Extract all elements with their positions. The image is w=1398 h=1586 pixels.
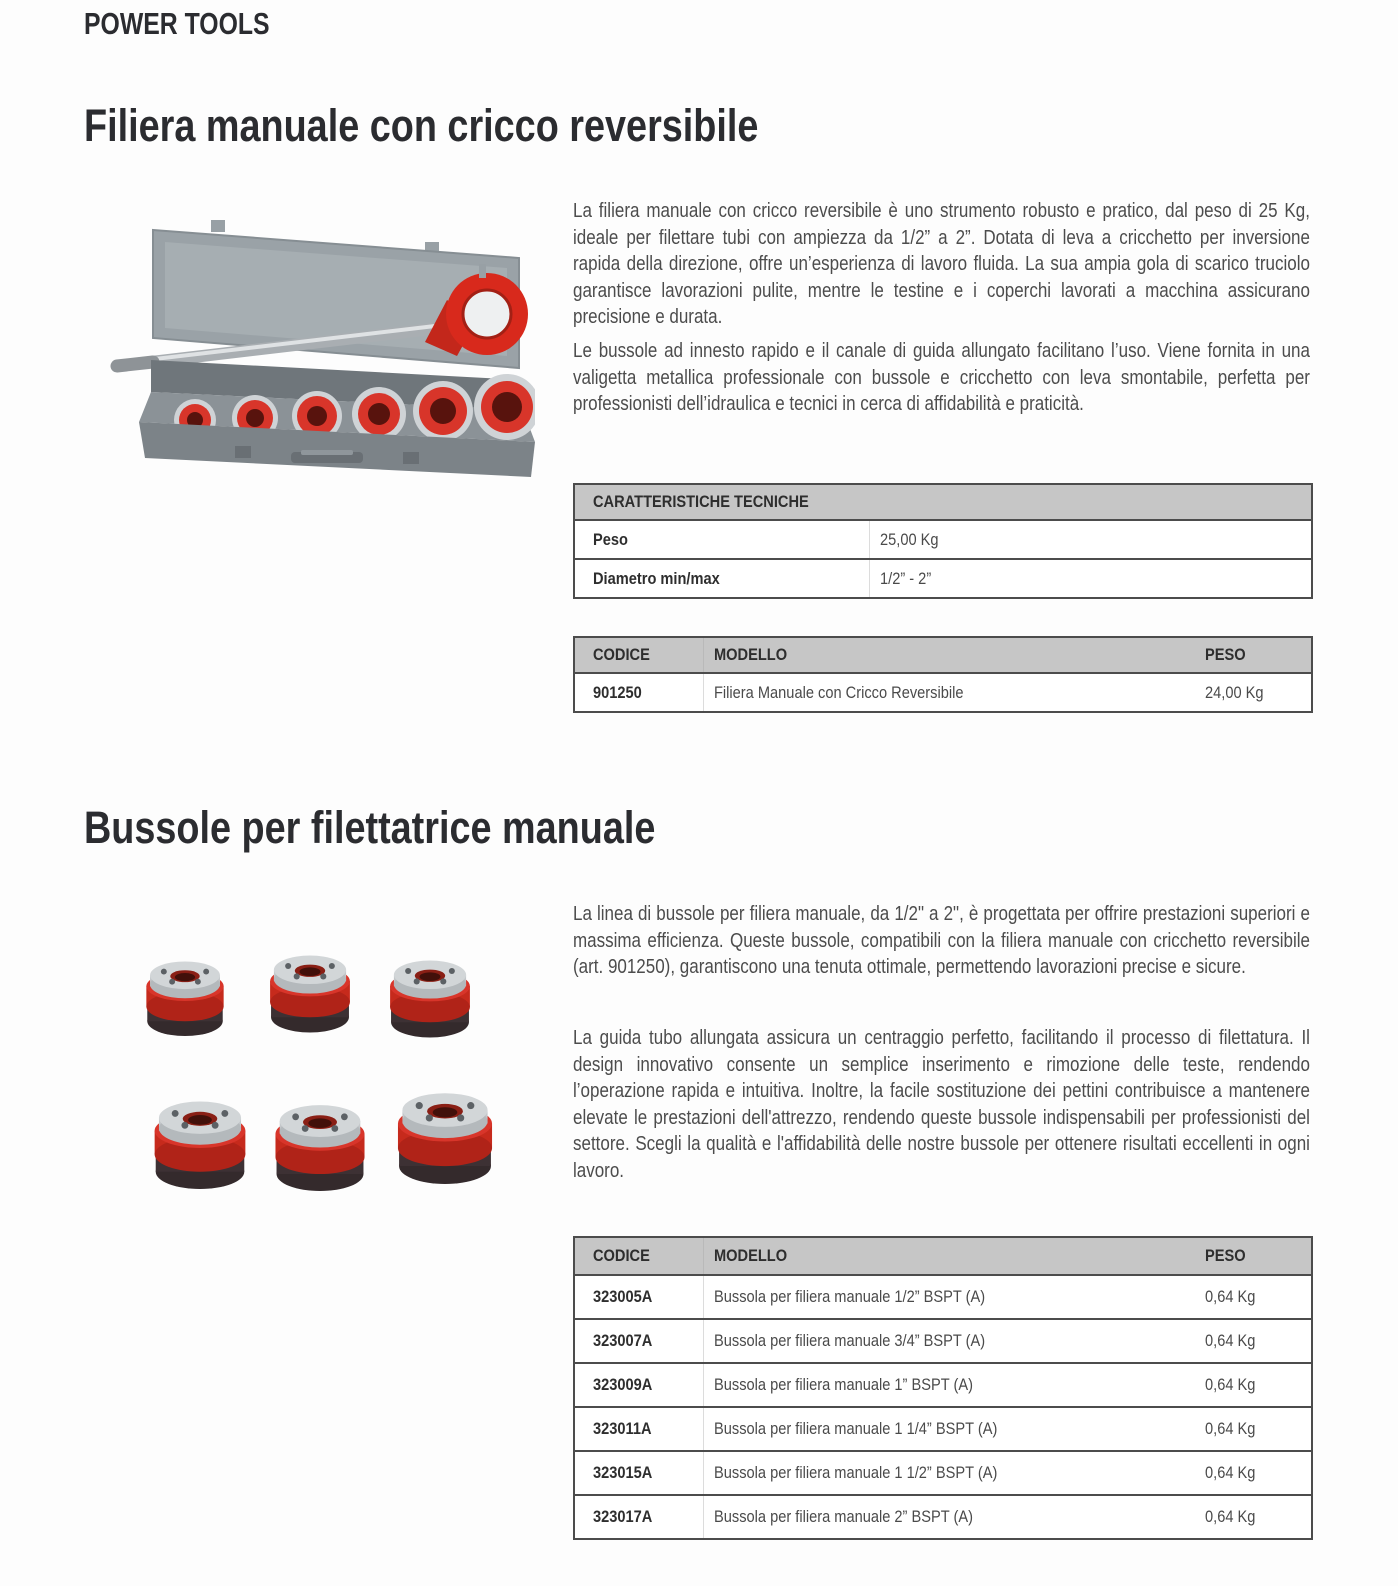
eyebrow-label: POWER TOOLS [84,6,270,41]
products-table-header-row [575,638,1311,672]
product-model: Bussola per filiera manuale 1” BSPT (A) [714,1375,973,1394]
section2-title-text: Bussole per filettatrice manuale [84,802,656,853]
cell-codice [575,674,704,711]
product-code: 323015A [593,1463,653,1482]
col-header-modello [704,1238,1199,1274]
col-header-peso [1199,1238,1311,1274]
table-row [575,1274,1311,1318]
paragraph-text: La guida tubo allungata assicura un centraggio perfetto, facilitando il processo di filettatura. Il design innovativo consente un semplice inserimento e rimozione delle teste, rendendo l’operazione rapida e intuitiva. Inoltre, la facile sostituzione dei pettini contribuisce a mantenere elevate le prestazioni dell'attrezzo, rendendo queste bussole indispensabili per professionisti del settore. Scegli la qualità e l'affidabilità delle nostre bussole per ottenere risultati eccellenti in ogni lavoro. [573,1027,1310,1182]
section1-paragraph-2 [573,338,1310,418]
col-header-codice [575,1238,704,1274]
products-table-section1 [573,636,1313,713]
section1-title [84,100,887,152]
paragraph-text: Le bussole ad innesto rapido e il canale di guida allungato facilitano l’uso. Viene fornita in una valigetta metallica professionale con bussole e cricchetto con leva smontabile, perfetta per professionisti dell’idraulica e tecnici in cerca di affidabilità e praticità. [573,340,1310,415]
cell-peso [1199,1364,1311,1406]
spec-value-cell [870,521,1311,558]
table-row [575,1362,1311,1406]
product-code: 323005A [593,1287,653,1306]
cell-peso [1199,1452,1311,1494]
paragraph-text: La linea di bussole per filiera manuale, da 1/2" a 2", è progettata per offrire prestazioni superiori e massima efficienza. Queste bussole, compatibili con la filiera manuale con cricchetto reversibile (art. 901250), garantiscono una tenuta ottimale, permettendo lavorazioni precise e sicure. [573,903,1310,978]
product-photo-threader-case [95,200,535,485]
section1-title-text: Filiera manuale con cricco reversibile [84,100,759,151]
spec-label-cell [575,560,870,597]
product-weight: 0,64 Kg [1205,1463,1256,1482]
cell-codice [575,1452,704,1494]
col-header-label: MODELLO [714,1246,788,1265]
product-code: 323007A [593,1331,653,1350]
product-model: Filiera Manuale con Cricco Reversibile [714,682,964,702]
cell-peso [1199,1276,1311,1318]
table-row [575,558,1311,597]
col-header-label: MODELLO [714,645,788,664]
col-header-modello [704,638,1199,672]
specs-table-title-cell [575,485,1311,519]
cell-codice [575,1496,704,1538]
cell-codice [575,1320,704,1362]
product-model: Bussola per filiera manuale 1 1/4” BSPT (A) [714,1419,998,1438]
cell-codice [575,1408,704,1450]
section1-paragraph-1 [573,198,1310,331]
product-photo-die-heads [100,890,530,1230]
die-head [146,961,223,1036]
product-weight: 0,64 Kg [1205,1287,1256,1306]
table-row [575,1406,1311,1450]
page-eyebrow [84,6,316,42]
cell-modello [704,1276,1199,1318]
section2-paragraph-2 [573,1025,1310,1184]
product-weight: 0,64 Kg [1205,1507,1256,1526]
die-head [390,961,470,1038]
specs-table-title: CARATTERISTICHE TECNICHE [593,492,809,511]
product-weight: 0,64 Kg [1205,1375,1256,1394]
die-head [398,1093,492,1184]
cell-peso [1199,1408,1311,1450]
product-weight: 0,64 Kg [1205,1419,1256,1438]
product-model: Bussola per filiera manuale 3/4” BSPT (A) [714,1331,986,1350]
table-row [575,672,1311,711]
cell-modello [704,674,1199,711]
die-head [155,1102,246,1189]
col-header-label: PESO [1205,645,1246,664]
col-header-codice [575,638,704,672]
products-table-section2 [573,1236,1313,1540]
cell-codice [575,1364,704,1406]
product-model: Bussola per filiera manuale 2” BSPT (A) [714,1507,973,1526]
specs-table [573,483,1313,599]
table-row [575,1318,1311,1362]
cell-modello [704,1452,1199,1494]
product-weight: 24,00 Kg [1205,682,1264,702]
spec-label: Peso [593,529,628,549]
product-weight: 0,64 Kg [1205,1331,1256,1350]
cell-peso [1199,1496,1311,1538]
cell-codice [575,1276,704,1318]
die-head [275,1105,364,1191]
col-header-label: CODICE [593,645,650,664]
threader-case-illustration [95,200,535,485]
col-header-label: PESO [1205,1246,1246,1265]
product-code: 323009A [593,1375,653,1394]
spec-value: 1/2” - 2” [880,568,932,588]
section2-title [84,802,764,854]
table-row [575,1450,1311,1494]
cell-peso [1199,674,1311,711]
spec-label-cell [575,521,870,558]
cell-modello [704,1496,1199,1538]
cell-modello [704,1364,1199,1406]
product-code: 901250 [593,682,642,702]
product-model: Bussola per filiera manuale 1/2” BSPT (A) [714,1287,986,1306]
product-model: Bussola per filiera manuale 1 1/2” BSPT (A) [714,1463,998,1482]
paragraph-text: La filiera manuale con cricco reversibile è uno strumento robusto e pratico, dal peso di 25 Kg, ideale per filettare tubi con ampiezza da 1/2” a 2”. Dotata di leva a cricchetto per inversione rapida della direzione, offre un’esperienza di lavoro fluida. La sua ampia gola di scarico truciolo garantisce lavorazioni pulite, mentre le testine e i coperchi lavorati a macchina assicurano precisione e durata. [573,200,1310,328]
table-row [575,519,1311,558]
col-header-peso [1199,638,1311,672]
product-code: 323011A [593,1419,652,1438]
col-header-label: CODICE [593,1246,650,1265]
cell-peso [1199,1320,1311,1362]
spec-label: Diametro min/max [593,568,720,588]
cell-modello [704,1408,1199,1450]
product-code: 323017A [593,1507,653,1526]
specs-table-header-row [575,485,1311,519]
cell-modello [704,1320,1199,1362]
spec-value: 25,00 Kg [880,529,939,549]
die-heads-illustration [100,890,530,1230]
section2-paragraph-1 [573,901,1310,981]
products-table-header-row [575,1238,1311,1274]
die-head [270,956,350,1033]
spec-value-cell [870,560,1311,597]
table-row [575,1494,1311,1538]
